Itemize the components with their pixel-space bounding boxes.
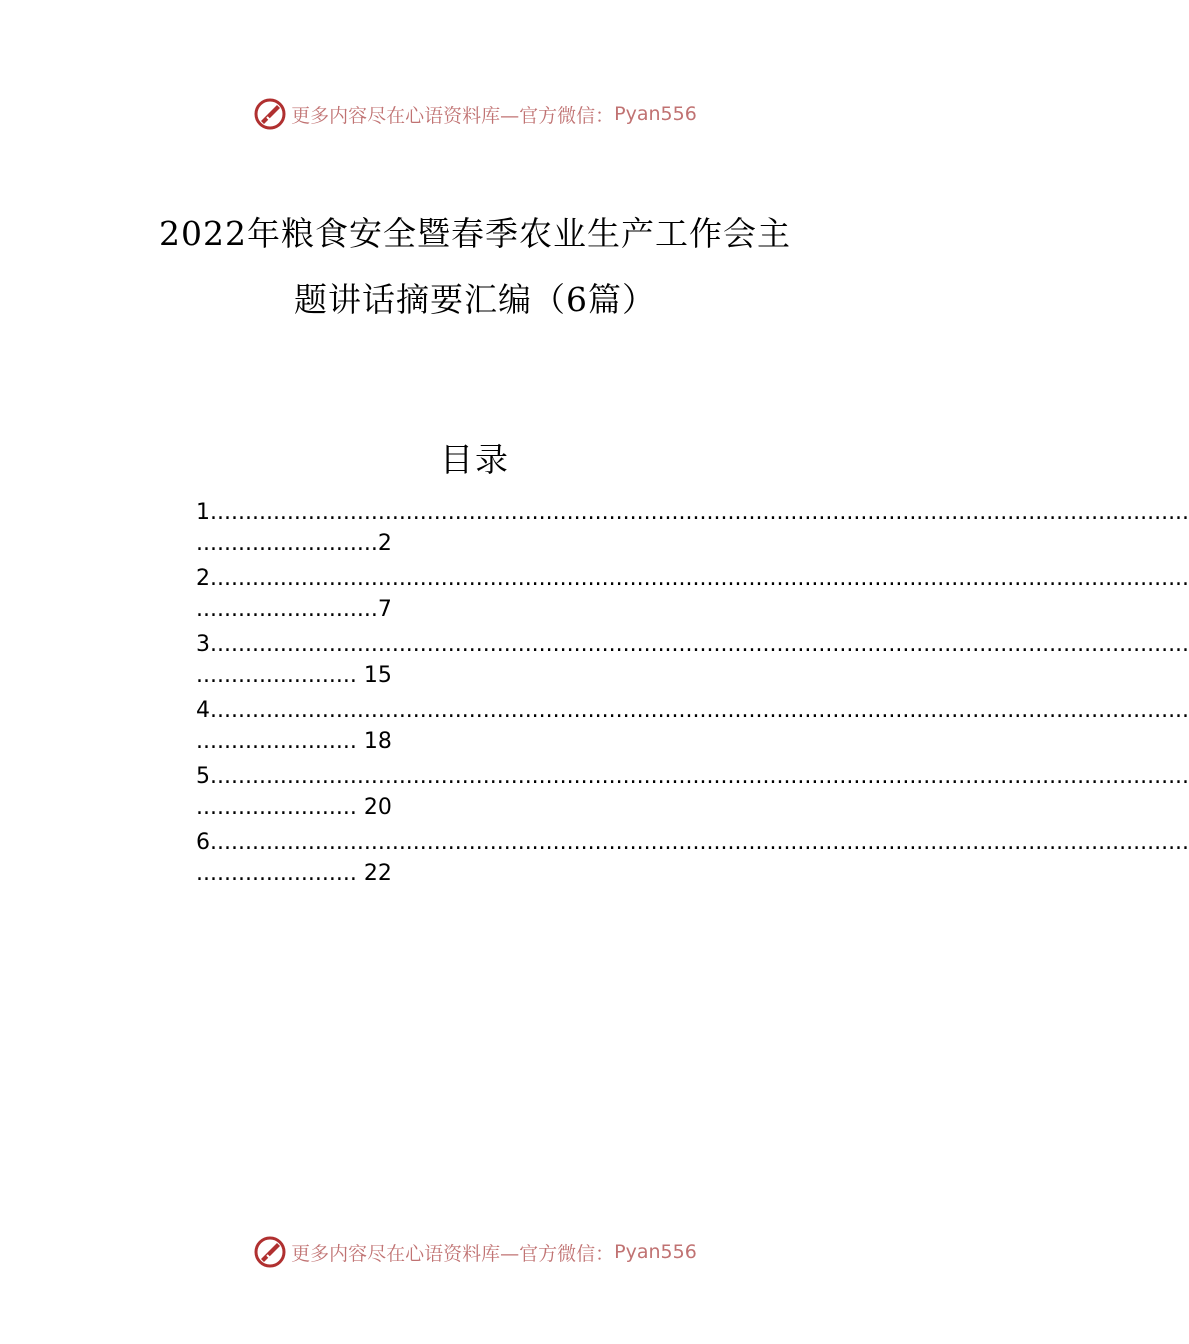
watermark-text: 更多内容尽在心语资料库—官方微信： — [291, 1242, 615, 1265]
toc-entry-page: 2 — [377, 531, 392, 556]
toc-leader-dots: .......................... — [196, 597, 378, 622]
toc-leader-dots: ....................... — [196, 795, 357, 820]
toc-leader-dots: ............................................................................................................................................ — [210, 830, 1189, 855]
toc-entry[interactable] — [196, 762, 1189, 828]
toc-entry-page: 7 — [377, 597, 392, 622]
toc-entry-page: 20 — [356, 795, 392, 820]
footer-watermark — [0, 1232, 950, 1272]
toc-leader-dots: ....................... — [196, 861, 357, 886]
toc-entry-number: 5 — [196, 764, 210, 789]
toc-entry[interactable] — [196, 564, 1189, 630]
toc-leader-dots: ....................... — [196, 729, 357, 754]
document-title-line1: 2022年粮食安全暨春季农业生产工作会主 — [159, 214, 791, 253]
pen-seal-icon — [253, 1235, 287, 1269]
toc-entry-number: 4 — [196, 698, 210, 723]
toc-leader-dots: ....................... — [196, 663, 357, 688]
toc-entry[interactable] — [196, 630, 1189, 696]
toc-entry-page: 15 — [356, 663, 392, 688]
toc-leader-dots: .......................... — [196, 531, 378, 556]
toc-heading: 目录 — [440, 440, 510, 479]
toc-entry-page: 22 — [356, 861, 392, 886]
watermark-id: Pyan556 — [614, 1241, 697, 1263]
toc-entry-number: 1 — [196, 500, 210, 525]
table-of-contents — [196, 498, 1189, 894]
toc-leader-dots: ............................................................................................................................................ — [210, 566, 1189, 591]
toc-entry-number: 2 — [196, 566, 210, 591]
toc-leader-dots: ............................................................................................................................................ — [210, 632, 1189, 657]
watermark-id: Pyan556 — [614, 103, 697, 125]
header-watermark — [0, 94, 950, 134]
toc-leader-dots: ............................................................................................................................................ — [210, 500, 1189, 525]
pen-seal-icon — [253, 97, 287, 131]
toc-entry[interactable] — [196, 498, 1189, 564]
toc-entry-number: 6 — [196, 830, 210, 855]
toc-entry[interactable] — [196, 696, 1189, 762]
toc-entry-number: 3 — [196, 632, 210, 657]
toc-leader-dots: ............................................................................................................................................ — [210, 698, 1189, 723]
document-title-line2: 题讲话摘要汇编（6篇） — [294, 280, 656, 319]
toc-entry[interactable] — [196, 828, 1189, 894]
toc-entry-page: 18 — [356, 729, 392, 754]
toc-leader-dots: ............................................................................................................................................ — [210, 764, 1189, 789]
watermark-text: 更多内容尽在心语资料库—官方微信： — [291, 104, 615, 127]
